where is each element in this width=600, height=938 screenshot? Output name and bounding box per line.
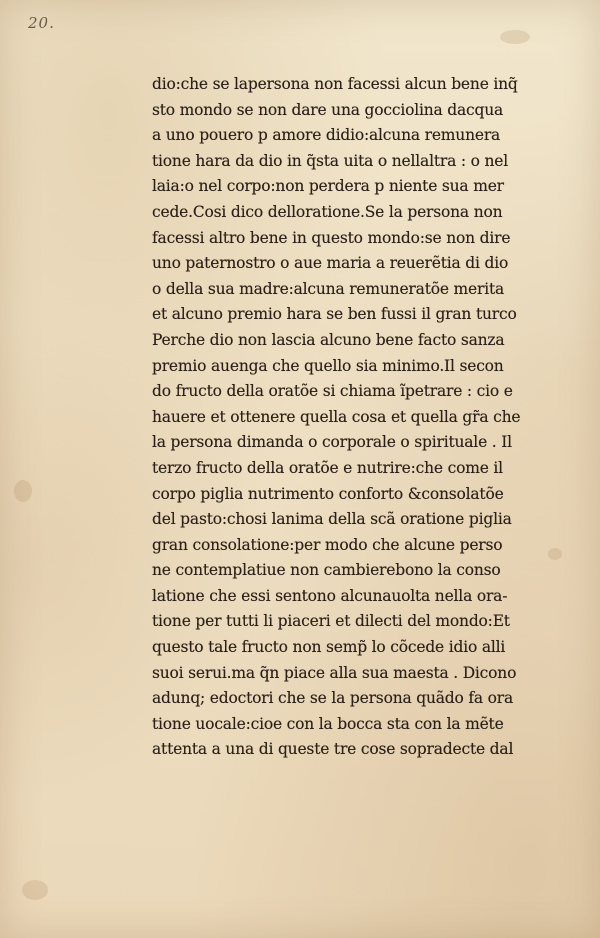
text-line: do fructo della oratõe si chiama ĩpetrare : cio e: [152, 382, 513, 401]
text-line: premio auenga che quello sia minimo.Il secon: [152, 356, 504, 375]
text-line: attenta a una di queste tre cose sopradecte dal: [152, 740, 514, 759]
text-line: tione per tutti li piaceri et dilecti del mondo:Et: [152, 612, 510, 631]
text-line: laia:o nel corpo:non perdera p niente sua mer: [152, 177, 504, 196]
text-line: tione hara da dio in q̃sta uita o nellaltra : o nel: [152, 151, 508, 170]
text-line: questo tale fructo non semp̃ lo cõcede idio alli: [152, 638, 506, 657]
text-line: adunq; edoctori che se la persona quãdo fa ora: [152, 689, 514, 708]
text-block: [152, 72, 552, 763]
text-line: tione uocale:cioe con la bocca sta con la mẽte: [152, 714, 504, 733]
text-line: cede.Cosi dico delloratione.Se la persona non: [152, 202, 503, 221]
paper-stain: [22, 880, 48, 900]
text-line: sto mondo se non dare una gocciolina dacqua: [152, 100, 504, 119]
text-line: ne contemplatiue non cambierebono la conso: [152, 561, 501, 580]
folio-number: 20.: [28, 14, 55, 32]
text-line: dio:che se lapersona non facessi alcun bene inq̃: [152, 75, 518, 93]
text-line: o della sua madre:alcuna remuneratõe merita: [152, 279, 505, 298]
text-line: a uno pouero p amore didio:alcuna remunera: [152, 126, 501, 145]
paper-stain: [500, 30, 530, 44]
text-line: corpo piglia nutrimento conforto &consolatõe: [152, 484, 504, 503]
text-line: gran consolatione:per modo che alcune perso: [152, 535, 503, 554]
text-line: la persona dimanda o corporale o spirituale . Il: [152, 433, 512, 452]
text-line: hauere et ottenere quella cosa et quella gr̃a che: [152, 407, 521, 426]
text-line: et alcuno premio hara se ben fussi il gran turco: [152, 305, 517, 324]
text-line: suoi serui.ma q̃n piace alla sua maesta . Dicono: [152, 663, 517, 682]
text-line: facessi altro bene in questo mondo:se non dire: [152, 228, 511, 247]
text-line: del pasto:chosi lanima della scã oratione piglia: [152, 510, 512, 529]
text-line: Perche dio non lascia alcuno bene facto sanza: [152, 330, 505, 349]
text-line: latione che essi sentono alcunauolta nella ora-: [152, 586, 508, 605]
paper-stain: [14, 480, 32, 502]
text-line: terzo fructo della oratõe e nutrire:che come il: [152, 458, 503, 477]
text-line: uno paternostro o aue maria a reuerẽtia di dio: [152, 254, 509, 273]
